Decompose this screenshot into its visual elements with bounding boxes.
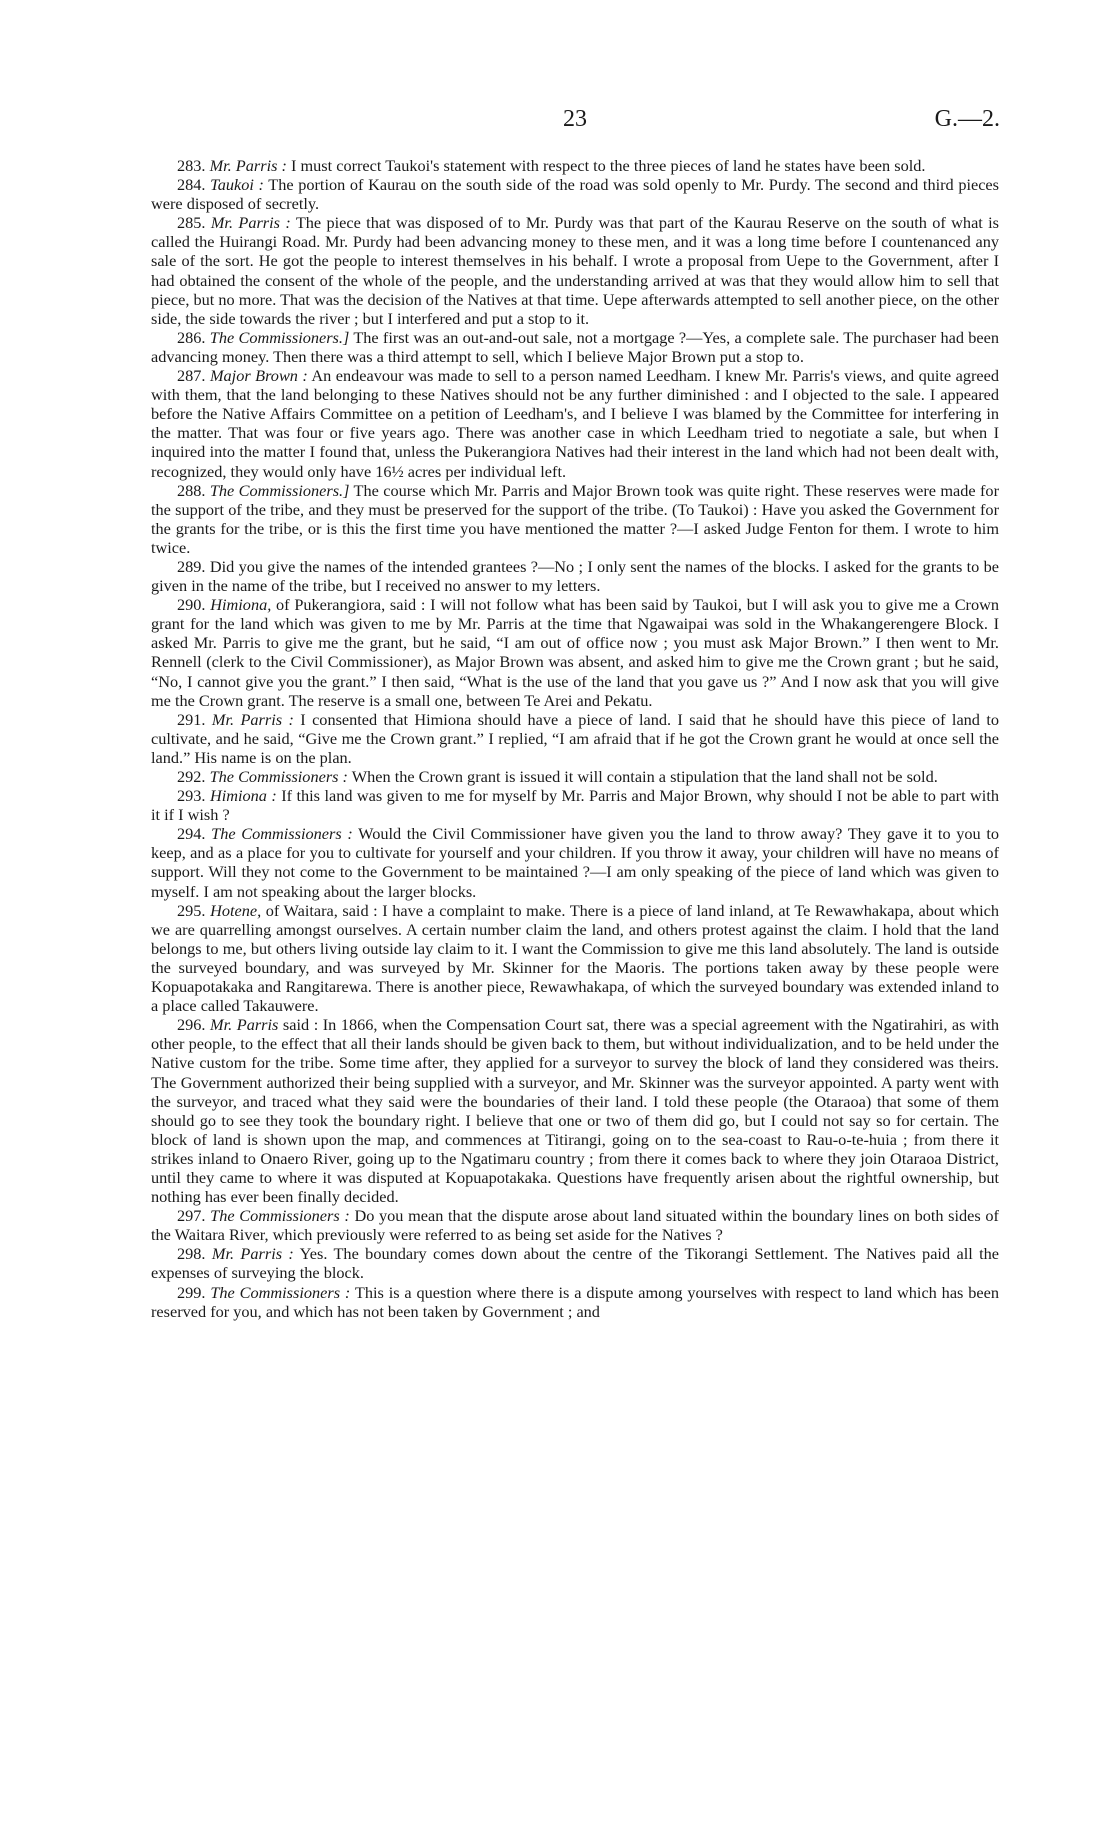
speaker-name: Himiona, bbox=[210, 595, 272, 615]
testimony-paragraph bbox=[151, 175, 999, 213]
speaker-name: Hotene, bbox=[210, 900, 262, 920]
testimony-paragraph bbox=[151, 1244, 999, 1282]
testimony-paragraph bbox=[151, 213, 999, 328]
paragraph-text: I must correct Taukoi's statement with respect to the three pieces of land he states have been sold. bbox=[291, 156, 926, 175]
paragraph-text: The portion of Kaurau on the south side of the road was sold openly to Mr. Purdy. The second and third pieces were disposed of secretly. bbox=[151, 175, 999, 214]
speaker-name: Mr. Parris : bbox=[211, 1244, 294, 1264]
speaker-name: Mr. Parris : bbox=[210, 213, 291, 233]
speaker-name: The Commissioners : bbox=[210, 1282, 351, 1302]
testimony-paragraph bbox=[151, 557, 999, 595]
paragraph-text: When the Crown grant is issued it will contain a stipulation that the land shall not be sold. bbox=[351, 767, 938, 786]
testimony-paragraph bbox=[151, 901, 999, 1016]
paragraph-number: 291. bbox=[177, 709, 206, 729]
paragraph-text: The first was an out-and-out sale, not a mortgage ?—Yes, a complete sale. The purchaser had been advancing money. Then there was a third attempt to sell, which I believe Major Brown put a stop to. bbox=[151, 327, 999, 366]
speaker-name: The Commissioners : bbox=[211, 824, 353, 844]
paragraph-text: Do you mean that the dispute arose about land situated within the boundary lines on both sides of the Waitara River, which previously were referred to as being set aside for the Natives ? bbox=[151, 1206, 999, 1245]
paragraph-text: The piece that was disposed of to Mr. Purdy was that part of the Kaurau Reserve on the south of what is called the Huirangi Road. Mr. Purdy had been advancing money to these men, and it was a long time before I countenanced any sale of the sort. He got the people to interest themselves in his behalf. I wrote a proposal from Uepe to the Government, after I had obtained the consent of the whole of the people, and the understanding arrived at was that they would allow him to sell that piece, but no more. That was the decision of the Natives at that time. Uepe afterwards attempted to sell another piece, on the other side, the side towards the river ; but I interfered and put a stop to it. bbox=[151, 213, 1000, 328]
speaker-name: Taukoi : bbox=[210, 175, 264, 195]
speaker-name: The Commissioners : bbox=[209, 767, 348, 786]
paragraph-text: I consented that Himiona should have a piece of land. I said that he should have this piece of land to cultivate, and he said, “Give me the Crown grant.” I replied, “I am afraid that if he got the Crown grant he would at once sell the land.” His name is on the plan. bbox=[151, 709, 999, 767]
paragraph-number: 297. bbox=[177, 1206, 206, 1226]
paragraph-text: Would the Civil Commissioner have given you the land to throw away? They gave it to you to keep, and as a place for you to cultivate for yourself and your children. If you throw it away, your children will have no means of support. Will they not come to the Government to be maintained ?—I am only speaking of the piece of land which was given to myself. I am not speaking about the larger blocks. bbox=[151, 824, 1000, 901]
paragraph-number: 294. bbox=[177, 824, 206, 844]
page-number: 23 bbox=[563, 106, 587, 132]
testimony-paragraph bbox=[151, 328, 999, 366]
paragraph-text: An endeavour was made to sell to a person named Leedham. I knew Mr. Parris's views, and quite agreed with them, that the land belonging to these Natives should not be any further diminished : and I objected to the sale. I appeared before the Native Affairs Committee on a petition of Leedham's, and I believe I was blamed by the Committee for interfering in the matter. That was four or five years ago. There was another case in which Leedham tried to negotiate a sale, but when I inquired into the matter I found that, unless the Pukerangiora Natives had their interest in the land which had not been dealt with, recognized, they would only have 16½ acres per individual left. bbox=[151, 366, 999, 481]
paragraph-number: 287. bbox=[177, 366, 206, 386]
speaker-name: Himiona : bbox=[209, 786, 277, 806]
paragraph-number: 293. bbox=[177, 786, 206, 806]
paragraph-number: 299. bbox=[177, 1282, 206, 1302]
paragraph-number: 296. bbox=[177, 1015, 206, 1035]
testimony-paragraph bbox=[151, 1015, 999, 1206]
paragraph-number: 286. bbox=[177, 327, 206, 347]
paragraph-number: 292. bbox=[177, 767, 206, 786]
speaker-name: The Commissioners.] bbox=[209, 480, 350, 500]
series-code: G.—2. bbox=[934, 106, 1000, 132]
paragraph-text: of Waitara, said : I have a complaint to make. There is a piece of land inland, at Te Rewawhakapa, about which we are quarrelling amongst ourselves. A certain number claim the land, and others protest against the claim. I hold that the land belongs to me, but others living outside lay claim to it. I want the Commission to give me this land absolutely. The land is outside the surveyed boundary, and was surveyed by Mr. Skinner for the Maoris. The portions taken away by these people were Kopuapotakaka and Rangitarewa. There is another piece, Rewawhakapa, of which the surveyed boundary was extended inland to a place called Takauwere. bbox=[151, 900, 999, 1016]
page-header bbox=[150, 106, 1000, 136]
paragraph-text: Yes. The boundary comes down about the centre of the Tikorangi Settlement. The Natives paid all the expenses of surveying the block. bbox=[151, 1244, 1000, 1283]
paragraph-number: 298. bbox=[177, 1244, 206, 1264]
testimony-paragraph bbox=[151, 1283, 999, 1321]
speaker-name: Mr. Parris bbox=[210, 1015, 279, 1035]
paragraph-text: Did you give the names of the intended grantees ?—No ; I only sent the names of the blocks. I asked for the grants to be given in the name of the tribe, but I received no answer to my letters. bbox=[151, 556, 999, 596]
paragraph-number: 284. bbox=[177, 175, 206, 195]
paragraph-number: 285. bbox=[177, 213, 206, 233]
paragraph-number: 283. bbox=[177, 156, 206, 175]
paragraph-number: 295. bbox=[177, 900, 206, 920]
speaker-name: Mr. Parris : bbox=[211, 709, 294, 729]
speaker-name: Mr. Parris : bbox=[209, 156, 287, 175]
speaker-name: Major Brown : bbox=[209, 366, 308, 386]
body-text bbox=[151, 156, 999, 1321]
speaker-name: The Commissioners.] bbox=[209, 327, 350, 347]
testimony-paragraph bbox=[151, 595, 999, 710]
testimony-paragraph bbox=[151, 767, 999, 786]
paragraph-number: 290. bbox=[177, 595, 206, 615]
paragraph-number: 288. bbox=[177, 480, 206, 500]
speaker-name: The Commissioners : bbox=[210, 1206, 350, 1226]
testimony-paragraph bbox=[151, 366, 999, 481]
testimony-paragraph bbox=[151, 481, 999, 557]
testimony-paragraph bbox=[151, 824, 999, 900]
paragraph-text: The course which Mr. Parris and Major Brown took was quite right. These reserves were made for the support of the tribe, and they must be preserved for the support of the tribe. (To Taukoi) : Have you asked the Government for the grants for the tribe, or is this the first time you have mentioned the matter ?—I asked Judge Fenton for them. I wrote to him twice. bbox=[151, 480, 999, 557]
paragraph-number: 289. bbox=[177, 556, 206, 576]
paragraph-text: This is a question where there is a dispute among yourselves with respect to land which has been reserved for you, and which has not been taken by Government ; and bbox=[151, 1282, 999, 1321]
testimony-paragraph bbox=[151, 786, 999, 824]
paragraph-text: said : In 1866, when the Compensation Court sat, there was a special agreement with the Ngatirahiri, as with other people, to the effect that all their lands should be given back to them, but without individualization, and to be held under the Native custom for the tribe. Some time after, they applied for a surveyor to survey the block of land they considered was theirs. The Government authorized their being supplied with a surveyor, and Mr. Skinner was the surveyor appointed. A party went with the surveyor, and traced what they said were the boundaries of their land. I told these people (the Otaraoa) that some of them should go to see they took the boundary right. I believe that one or two of them did go, but I could not say so for certain. The block of land is shown upon the map, and commences at Titirangi, going on to the sea-coast to Rau-o-te-huia ; from there it strikes inland to Onaero River, going up to the Ngatimaru country ; from there it comes back to where they join Otaraoa District, until they came to where it was disputed at Kopuapotakaka. Questions have frequently arisen about the rightful ownership, but nothing has ever been finally decided. bbox=[151, 1015, 999, 1207]
testimony-paragraph bbox=[151, 156, 999, 175]
paragraph-text: of Pukerangiora, said : I will not follow what has been said by Taukoi, but I will ask you to give me a Crown grant for the land which was given to me by Mr. Parris at the time that Ngawaipai was sold in the Whakangerengere Block. I asked Mr. Parris to give me the grant, but he said, “I am out of office now ; you must ask Major Brown.” I then went to Mr. Rennell (clerk to the Civil Commissioner), as Major Brown was absent, and asked him to give me the Crown grant ; but he said, “No, I cannot give you the grant.” I then said, “What is the use of the land that you gave us ?” And I now ask that you will give me the Crown grant. The reserve is a small one, between Te Arei and Pekatu. bbox=[151, 595, 1000, 710]
paragraph-text: If this land was given to me for myself by Mr. Parris and Major Brown, why should I not be able to part with it if I wish ? bbox=[151, 786, 999, 825]
testimony-paragraph bbox=[151, 1206, 999, 1244]
testimony-paragraph bbox=[151, 710, 999, 767]
